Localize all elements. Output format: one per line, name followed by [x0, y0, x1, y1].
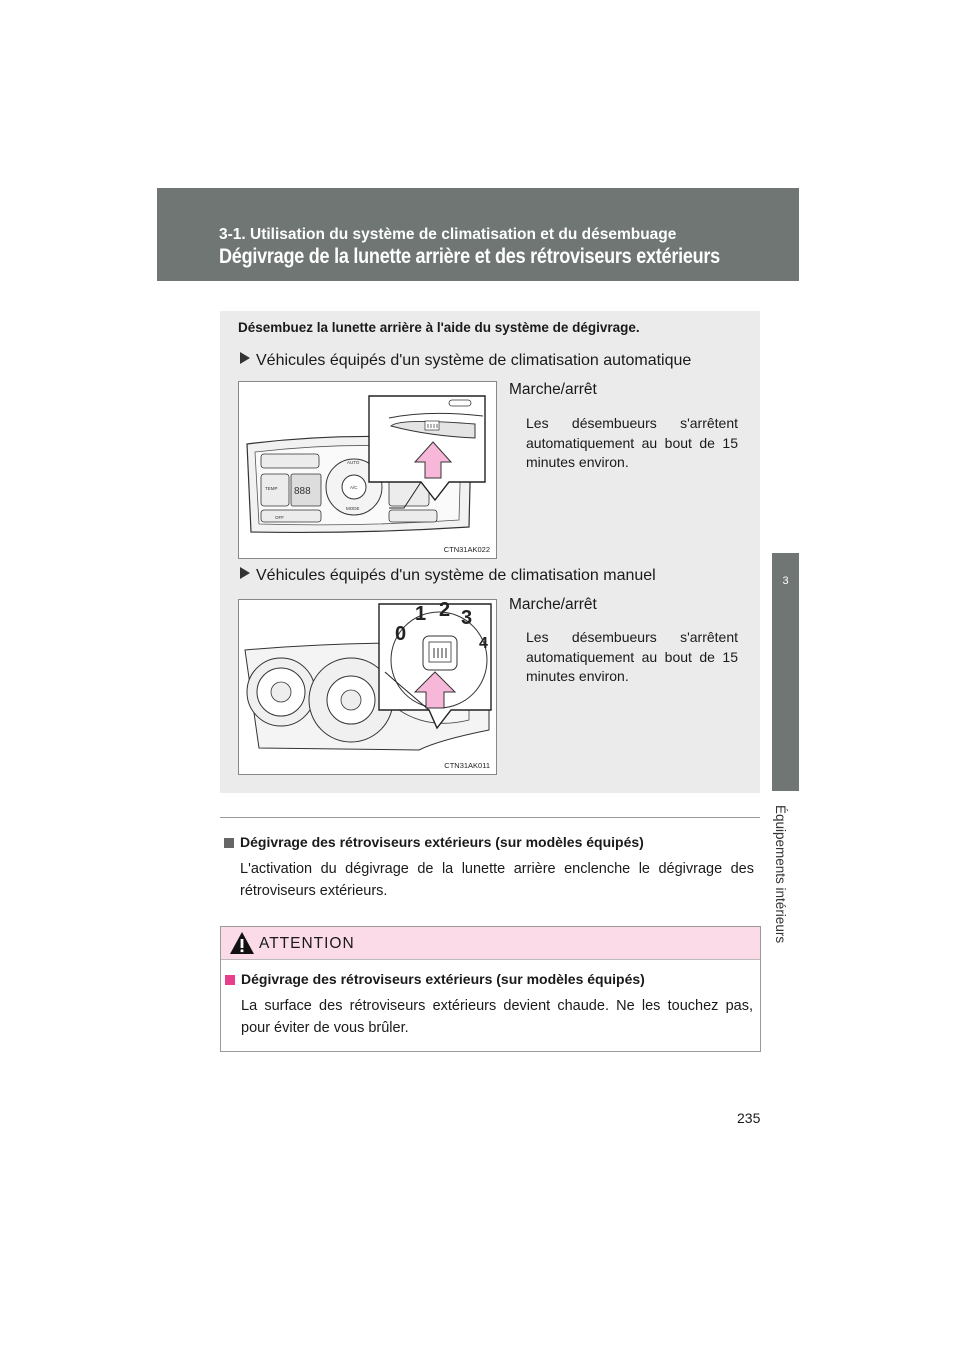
bullet-automatic: [240, 352, 691, 370]
note-title-text: Dégivrage des rétroviseurs extérieurs (sur modèles équipés): [240, 834, 644, 850]
intro-text: Désembuez la lunette arrière à l'aide du système de dégivrage.: [238, 320, 640, 335]
label-on-off-manual: Marche/arrêt: [509, 596, 597, 613]
chapter-number: 3: [782, 575, 789, 587]
manual-climate-panel-illustration: [239, 600, 496, 774]
warning-label: ATTENTION: [259, 935, 355, 952]
figure-manual-panel: [238, 599, 497, 775]
divider: [220, 817, 760, 818]
dial-1: 1: [415, 603, 427, 625]
auto-label: AUTO: [347, 460, 360, 465]
figure-automatic-panel: [238, 381, 497, 559]
dial-4: 4: [479, 635, 488, 652]
temp-label: TEMP: [265, 486, 278, 491]
bullet-manual-text: Véhicules équipés d'un système de climatisation manuel: [256, 567, 656, 584]
ac-label: A/C: [350, 485, 358, 490]
warning-title-text: Dégivrage des rétroviseurs extérieurs (sur modèles équipés): [241, 971, 645, 987]
desc-manual: Les désembueurs s'arrêtent automatiquement au bout de 15 minutes environ.: [526, 629, 738, 684]
pink-square-bullet-icon: [225, 975, 235, 985]
chapter-tab: [772, 553, 799, 791]
chapter-header: [157, 188, 799, 281]
dial-2: 2: [439, 600, 451, 621]
section-title: 3-1. Utilisation du système de climatisation et du désembuage: [219, 226, 677, 243]
page-number: 235: [737, 1110, 761, 1126]
note-body: L'activation du dégivrage de la lunette arrière enclenche le dégivrage des rétroviseurs extérieurs.: [240, 861, 754, 899]
triangle-bullet-icon: [240, 352, 250, 364]
mode-label: MODE: [346, 506, 360, 511]
chapter-label: Équipements intérieurs: [773, 805, 788, 944]
triangle-bullet-icon: [240, 567, 250, 579]
display-digits: 888: [294, 486, 311, 497]
figure-code-manual: CTN31AK011: [444, 761, 490, 770]
square-bullet-icon: [224, 838, 234, 848]
warning-title: [225, 971, 645, 987]
label-on-off-automatic: Marche/arrêt: [509, 381, 597, 398]
figure-code-automatic: CTN31AK022: [443, 545, 490, 554]
warning-triangle-icon: [229, 931, 255, 955]
dial-0: 0: [395, 623, 407, 645]
bullet-automatic-text: Véhicules équipés d'un système de climatisation automatique: [256, 352, 692, 369]
warning-header: [221, 927, 760, 960]
automatic-climate-panel-illustration: [239, 382, 496, 558]
off-label: OFF: [275, 515, 284, 520]
dial-3: 3: [461, 607, 473, 629]
warning-body: La surface des rétroviseurs extérieurs devient chaude. Ne les touchez pas, pour éviter de vous brûler.: [241, 998, 753, 1036]
bullet-manual: [240, 567, 656, 585]
warning-box: [220, 926, 761, 1052]
desc-automatic: Les désembueurs s'arrêtent automatiquement au bout de 15 minutes environ.: [526, 415, 738, 470]
page-title: Dégivrage de la lunette arrière et des rétroviseurs extérieurs: [219, 245, 720, 268]
note-title: [224, 834, 644, 850]
